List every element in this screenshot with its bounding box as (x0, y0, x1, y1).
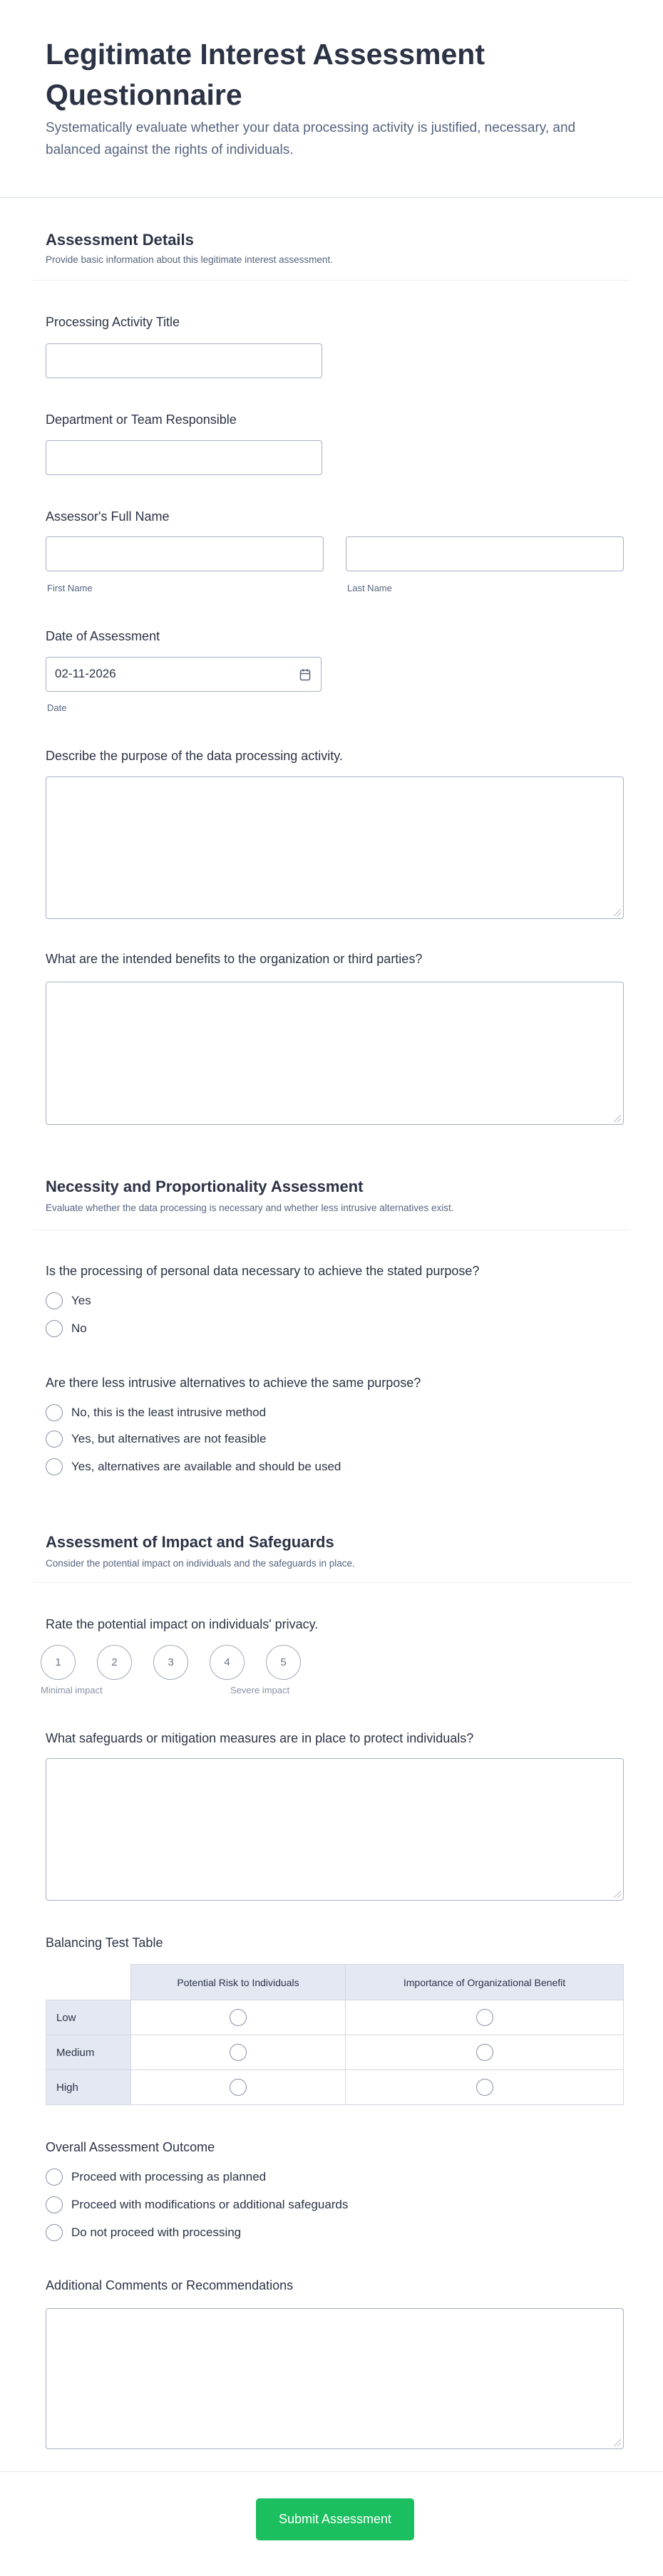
resize-handle-icon[interactable] (614, 1891, 621, 1898)
radio-option-alternatives-available[interactable] (46, 1457, 341, 1477)
resize-handle-icon[interactable] (614, 2439, 621, 2446)
radio-button[interactable] (476, 2079, 493, 2096)
option-label: No (71, 1321, 87, 1335)
purpose-label: Describe the purpose of the data processing activity. (46, 749, 343, 763)
comments-textarea[interactable] (46, 2308, 624, 2449)
radio-option-not-feasible[interactable] (46, 1429, 266, 1449)
option-label: Yes, but alternatives are not feasible (71, 1432, 267, 1445)
matrix-cell[interactable] (346, 2035, 624, 2070)
section-divider (33, 1582, 630, 1583)
matrix-column-header: Importance of Organizational Benefit (346, 1965, 624, 2000)
safeguards-textarea[interactable] (46, 1758, 624, 1901)
matrix-row-header: High (46, 2070, 131, 2105)
radio-button[interactable] (46, 1430, 63, 1448)
radio-button[interactable] (46, 2169, 63, 2186)
radio-button[interactable] (476, 2009, 493, 2026)
radio-button[interactable] (46, 1292, 63, 1309)
balancing-table-label: Balancing Test Table (46, 1936, 163, 1950)
purpose-textarea[interactable] (46, 777, 624, 919)
rating-option-4[interactable]: 4 (210, 1645, 245, 1680)
radio-button[interactable] (46, 2224, 63, 2241)
date-value: 02-11-2026 (55, 667, 116, 680)
radio-button[interactable] (476, 2044, 493, 2061)
rating-option-1[interactable]: 1 (41, 1645, 76, 1680)
matrix-row-header: Medium (46, 2035, 131, 2070)
benefits-label: What are the intended benefits to the organization or third parties? (46, 952, 423, 966)
alternatives-question-label: Are there less intrusive alternatives to achieve the same purpose? (46, 1376, 421, 1390)
section-divider (33, 280, 630, 281)
rating-min-label: Minimal impact (41, 1685, 103, 1695)
radio-option-do-not-proceed[interactable] (46, 2223, 241, 2243)
radio-option-yes[interactable] (46, 1291, 91, 1311)
matrix-cell[interactable] (131, 2070, 346, 2105)
matrix-header-row (46, 1965, 624, 2000)
radio-button[interactable] (46, 1320, 63, 1337)
matrix-corner (46, 1965, 131, 2000)
form-subtitle: Systematically evaluate whether your data processing activity is justified, necessary, and balanced against the rights of individuals. (46, 120, 576, 157)
rating-option-3[interactable]: 3 (153, 1645, 188, 1680)
calendar-icon[interactable] (299, 668, 311, 681)
safeguards-label: What safeguards or mitigation measures are in place to protect individuals? (46, 1731, 474, 1745)
matrix-cell[interactable] (346, 2070, 624, 2105)
impact-rating-label: Rate the potential impact on individuals' privacy. (46, 1617, 319, 1631)
matrix-row-header: Low (46, 2000, 131, 2035)
radio-button[interactable] (46, 1404, 63, 1421)
section-description: Provide basic information about this legitimate interest assessment. (46, 254, 333, 265)
radio-button[interactable] (230, 2009, 247, 2026)
submit-button[interactable]: Submit Assessment (256, 2498, 414, 2540)
rating-option-5[interactable]: 5 (266, 1645, 301, 1680)
radio-option-proceed-modifications[interactable] (46, 2195, 348, 2215)
first-name-sublabel: First Name (47, 583, 93, 593)
section-title-assessment-details: Assessment Details (46, 231, 194, 249)
radio-button[interactable] (46, 2196, 63, 2213)
section-description: Consider the potential impact on individuals and the safeguards in place. (46, 1558, 355, 1569)
outcome-label: Overall Assessment Outcome (46, 2140, 215, 2154)
form-title: Legitimate Interest Assessment Questionnaire (46, 38, 485, 111)
department-label: Department or Team Responsible (46, 412, 237, 427)
benefits-textarea[interactable] (46, 982, 624, 1125)
matrix-cell[interactable] (131, 2035, 346, 2070)
resize-handle-icon[interactable] (614, 1115, 621, 1122)
matrix-row (46, 2035, 624, 2070)
assessor-name-label: Assessor's Full Name (46, 509, 170, 524)
rating-option-2[interactable]: 2 (97, 1645, 132, 1680)
option-label: No, this is the least intrusive method (71, 1406, 267, 1419)
header-divider (0, 197, 663, 198)
option-label: Yes (71, 1294, 91, 1307)
date-input[interactable] (46, 657, 322, 692)
option-label: Do not proceed with processing (71, 2226, 242, 2239)
matrix-row (46, 2070, 624, 2105)
first-name-input[interactable] (46, 536, 324, 571)
matrix-column-header: Potential Risk to Individuals (131, 1965, 346, 2000)
comments-label: Additional Comments or Recommendations (46, 2278, 294, 2292)
date-label: Date of Assessment (46, 629, 160, 643)
radio-option-proceed[interactable] (46, 2167, 266, 2187)
radio-option-least-intrusive[interactable] (46, 1403, 266, 1423)
footer-divider (0, 2471, 663, 2472)
date-sublabel: Date (47, 702, 67, 713)
matrix-row (46, 2000, 624, 2035)
section-description: Evaluate whether the data processing is necessary and whether less intrusive alternatives exist. (46, 1203, 454, 1213)
processing-title-input[interactable] (46, 343, 322, 378)
option-label: Proceed with processing as planned (71, 2170, 267, 2183)
option-label: Yes, alternatives are available and should be used (71, 1460, 341, 1473)
last-name-sublabel: Last Name (347, 583, 392, 593)
matrix-cell[interactable] (131, 2000, 346, 2035)
necessity-question-label: Is the processing of personal data necessary to achieve the stated purpose? (46, 1264, 480, 1278)
matrix-cell[interactable] (346, 2000, 624, 2035)
radio-button[interactable] (230, 2079, 247, 2096)
radio-button[interactable] (46, 1458, 63, 1475)
rating-max-label: Severe impact (230, 1685, 290, 1695)
radio-option-no[interactable] (46, 1319, 87, 1339)
department-input[interactable] (46, 440, 322, 475)
balancing-test-matrix (46, 1964, 624, 2105)
processing-title-label: Processing Activity Title (46, 315, 180, 329)
section-title-impact: Assessment of Impact and Safeguards (46, 1533, 334, 1551)
resize-handle-icon[interactable] (614, 909, 621, 916)
last-name-input[interactable] (346, 536, 624, 571)
radio-button[interactable] (230, 2044, 247, 2061)
option-label: Proceed with modifications or additional safeguards (71, 2198, 349, 2211)
section-title-necessity: Necessity and Proportionality Assessment (46, 1178, 364, 1195)
